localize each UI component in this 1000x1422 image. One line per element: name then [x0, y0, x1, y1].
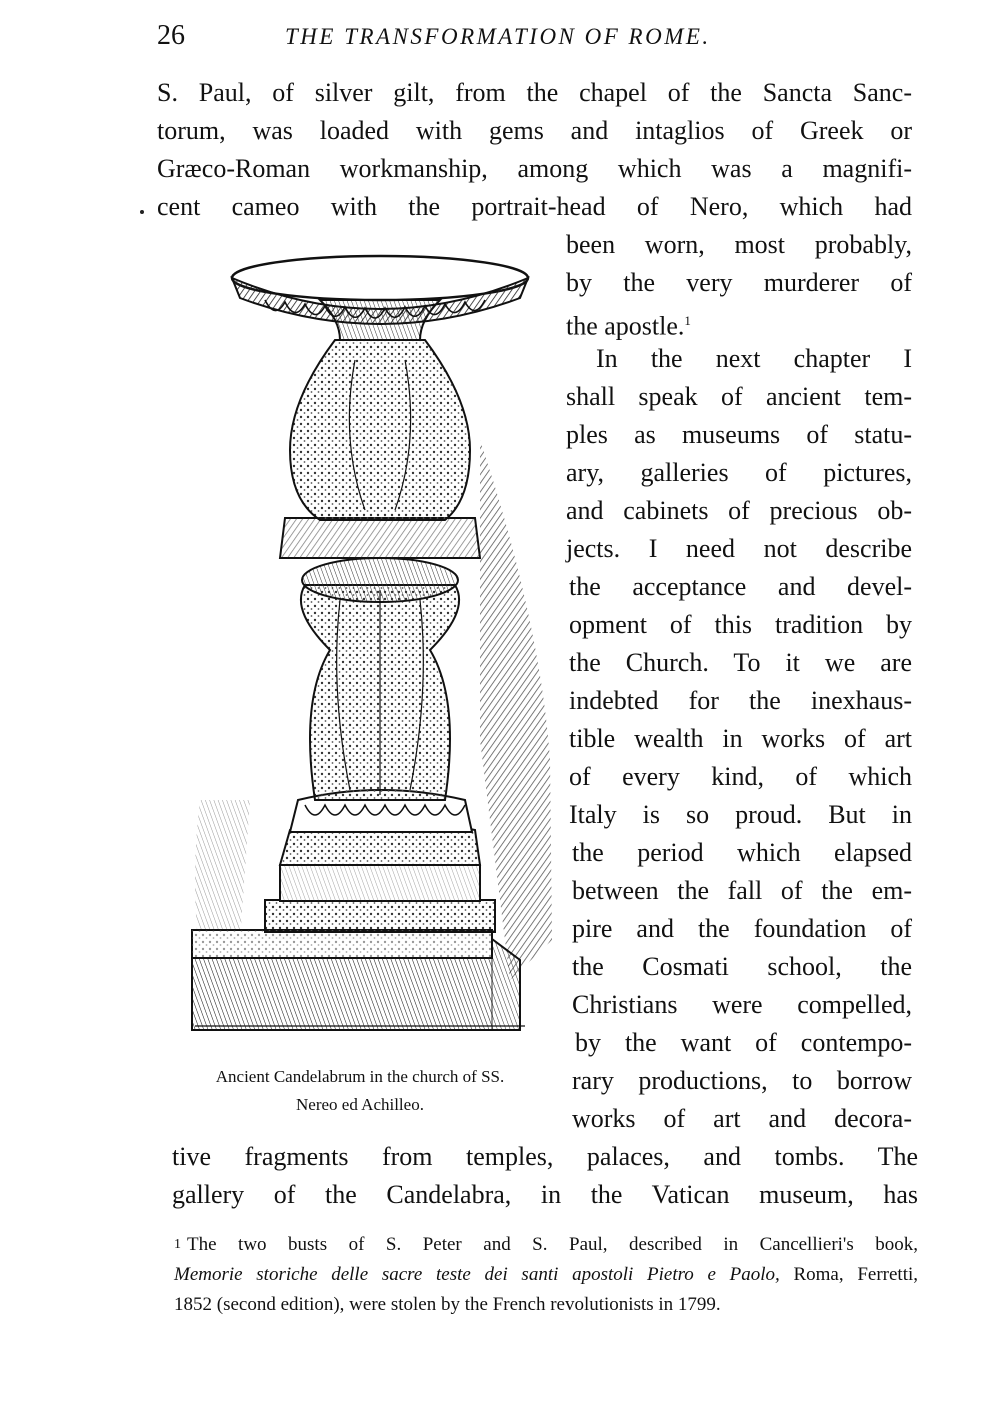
footnote-line: 1852 (second edition), were stolen by the French revolutionists in 1799. [174, 1294, 721, 1315]
footnote-marker: 1 [174, 1237, 181, 1252]
body-line: ples as museums of statu- [566, 420, 912, 449]
body-line: Christians were compelled, [572, 990, 912, 1019]
body-line: tible wealth in works of art [569, 724, 912, 753]
stray-mark [140, 210, 144, 214]
body-line: cent cameo with the portrait-head of Nero, which had [157, 192, 912, 221]
figure-caption-line-1: Ancient Candelabrum in the church of SS. [215, 1067, 505, 1086]
body-line: torum, was loaded with gems and intaglios of Greek or [157, 116, 912, 145]
body-line: Græco-Roman workmanship, among which was a magnifi- [157, 154, 912, 183]
footnote-line: $^1$ The two busts of S. Peter and S. Paul, described in Cancellieri's book, [174, 1234, 918, 1255]
body-line: the apostle.$^1$ [566, 311, 691, 341]
body-line: rary productions, to borrow [572, 1066, 912, 1095]
page-number: 26 [157, 20, 185, 51]
footnote-reference: 1 [684, 313, 691, 328]
body-line: and cabinets of precious ob- [566, 496, 912, 525]
running-title: THE TRANSFORMATION OF ROME. [285, 24, 711, 49]
body-line: the Cosmati school, the [572, 952, 912, 981]
body-line: indebted for the inexhaus- [569, 686, 912, 715]
body-line: tive fragments from temples, palaces, and tombs. The [172, 1142, 918, 1171]
page-header [157, 20, 917, 56]
body-line: In the next chapter I [596, 344, 912, 373]
body-line: opment of this tradition by [569, 610, 912, 639]
body-line: gallery of the Candelabra, in the Vatican museum, has [172, 1180, 918, 1209]
body-line: shall speak of ancient tem- [566, 382, 912, 411]
body-line: the Church. To it we are [569, 648, 912, 677]
body-line: between the fall of the em- [572, 876, 912, 905]
body-line: by the want of contempo- [575, 1028, 912, 1057]
body-line: been worn, most probably, [566, 230, 912, 259]
body-line: works of art and decora- [572, 1104, 912, 1133]
body-line: S. Paul, of silver gilt, from the chapel of the Sancta Sanc- [157, 78, 912, 107]
body-line: the acceptance and devel- [569, 572, 912, 601]
candelabrum-illustration [180, 240, 555, 1040]
figure-caption-line-2: Nereo ed Achilleo. [296, 1095, 424, 1114]
body-line: of every kind, of which [569, 762, 912, 791]
body-line: Italy is so proud. But in [569, 800, 912, 829]
body-line: pire and the foundation of [572, 914, 912, 943]
body-line: by the very murderer of [566, 268, 912, 297]
body-line: jects. I need not describe [566, 534, 912, 563]
footnote-line: Memorie storiche delle sacre teste dei santi apostoli Pietro e Paolo, Roma, Ferretti, [174, 1264, 918, 1285]
body-line: ary, galleries of pictures, [566, 458, 912, 487]
body-line: the period which elapsed [572, 838, 912, 867]
